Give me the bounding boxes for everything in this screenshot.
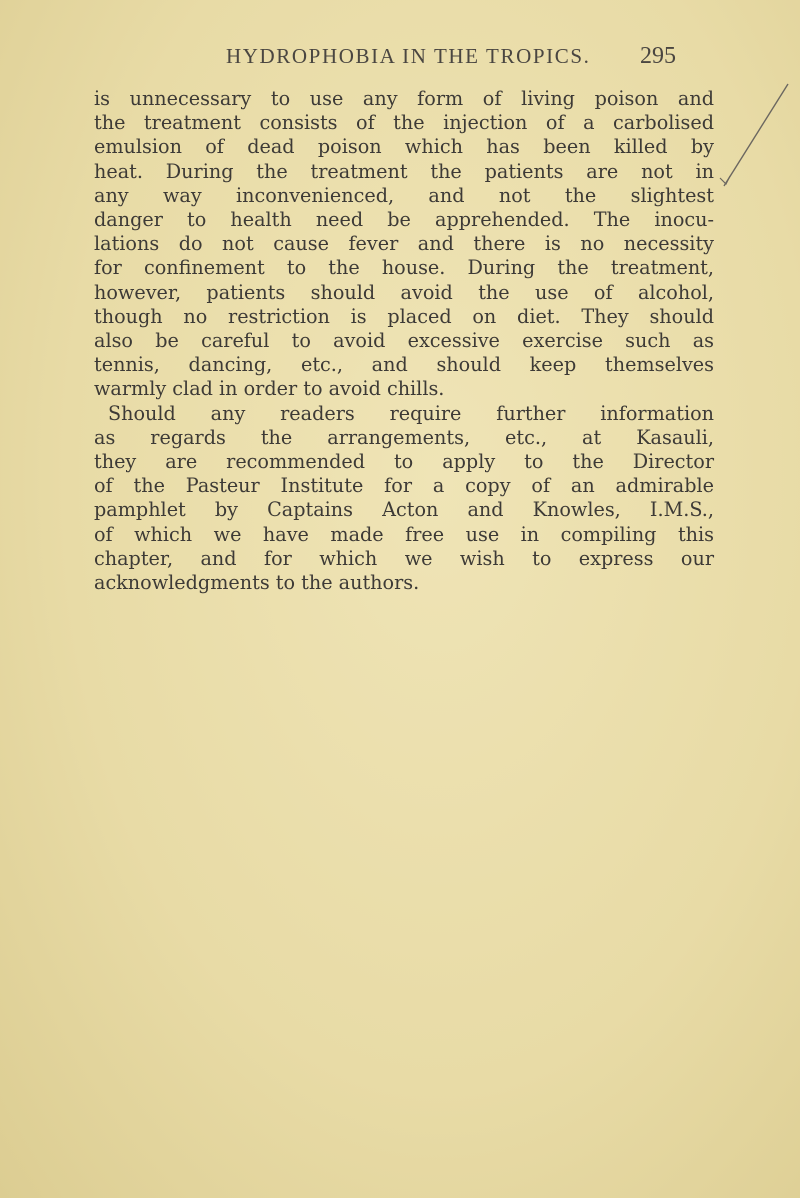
text-line: of the Pasteur Institute for a copy of an admirable — [94, 474, 714, 498]
text-line: lations do not cause fever and there is no necessity — [94, 232, 714, 256]
body-text — [94, 87, 714, 595]
text-line: any way inconvenienced, and not the slightest — [94, 183, 714, 207]
text-line: emulsion of dead poison which has been killed by — [94, 135, 714, 159]
text-line: warmly clad in order to avoid chills. — [94, 377, 445, 401]
text-line: tennis, dancing, etc., and should keep themselves — [94, 353, 714, 377]
text-line: chapter, and for which we wish to express our — [94, 546, 714, 570]
text-line: however, patients should avoid the use of alcohol, — [94, 280, 714, 304]
text-line: though no restriction is placed on diet. They should — [94, 304, 714, 328]
text-line: pamphlet by Captains Acton and Knowles, I.M.S., — [94, 498, 714, 522]
pencil-mark — [718, 78, 796, 198]
page-number: 295 — [640, 43, 676, 69]
text-line: danger to health need be apprehended. The inocu- — [94, 208, 714, 232]
text-line: as regards the arrangements, etc., at Kasauli, — [94, 425, 714, 449]
text-line: is unnecessary to use any form of living poison and — [94, 87, 714, 110]
text-line: the treatment consists of the injection of a carbolised — [94, 111, 714, 135]
text-line: acknowledgments to the authors. — [94, 571, 420, 595]
text-line: for confinement to the house. During the treatment, — [94, 256, 714, 280]
running-head: HYDROPHOBIA IN THE TROPICS. — [226, 44, 591, 68]
text-line: they are recommended to apply to the Director — [94, 450, 714, 474]
text-line: of which we have made free use in compiling this — [94, 522, 714, 546]
text-line: Should any readers require further information — [108, 401, 714, 425]
text-line: heat. During the treatment the patients are not in — [94, 159, 714, 183]
text-line: also be careful to avoid excessive exercise such as — [94, 329, 714, 353]
